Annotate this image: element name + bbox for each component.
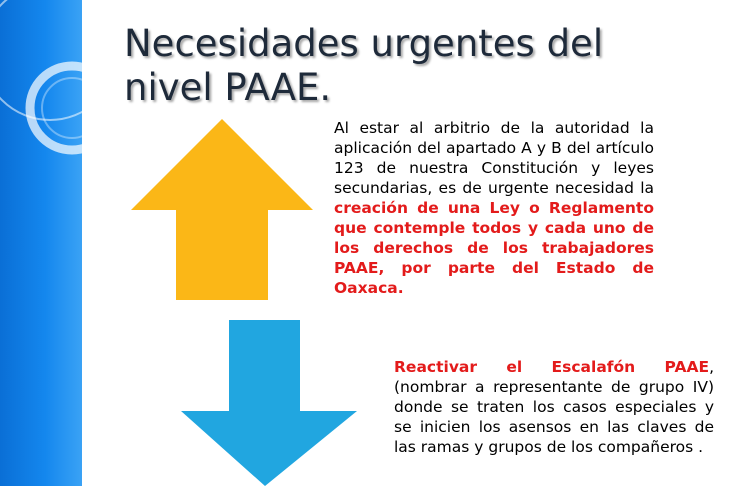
text-block-escalafon-normal: , (nombrar a representante de grupo IV) donde se traten los casos especiales y se inicien los asensos en las claves de las ramas y grupos de los compañeros . [394, 358, 714, 456]
text-block-ley-highlight: creación de una Ley o Reglamento que contemple todos y cada uno de los derechos de los trabajadores PAAE, por parte del Estado de Oaxaca. [334, 199, 654, 297]
page-title: Necesidades urgentes del nivel PAAE. [124, 22, 604, 109]
arrow-down-icon [181, 320, 357, 486]
text-block-ley-normal: Al estar al arbitrio de la autoridad la aplicación del apartado A y B del artículo 123 de nuestra Constitución y leyes secundarias, es de urgente necesidad la [334, 119, 654, 197]
text-block-escalafon-highlight: Reactivar el Escalafón PAAE [394, 358, 710, 376]
arrow-up-icon [131, 119, 313, 300]
text-block-ley [334, 118, 654, 298]
text-block-escalafon [394, 357, 714, 457]
